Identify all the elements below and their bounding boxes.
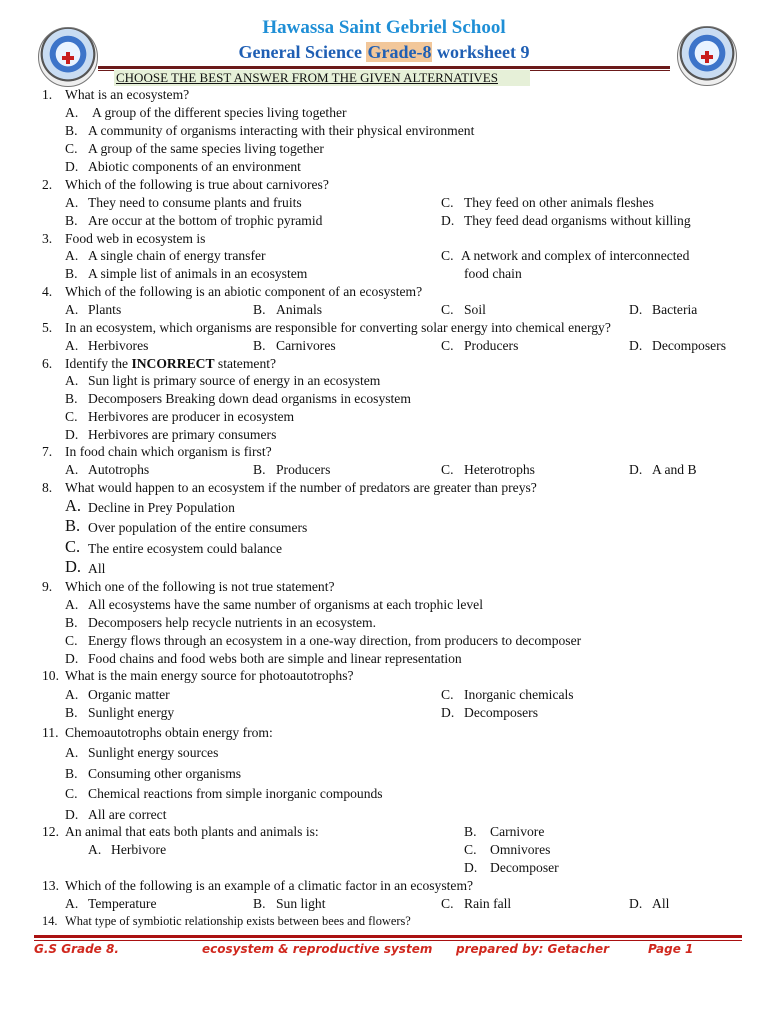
q10-option-a-letter: A. bbox=[65, 687, 79, 702]
q5-option-d-letter: D. bbox=[629, 338, 643, 353]
q12-option-b: Carnivore bbox=[490, 824, 545, 839]
q8-option-c: The entire ecosystem could balance bbox=[88, 541, 283, 556]
q8-number: 8. bbox=[42, 480, 53, 495]
footer-author: prepared by: Getacher bbox=[456, 942, 610, 956]
q12-text: An animal that eats both plants and animals is: bbox=[65, 824, 319, 839]
q2-option-a-letter: A. bbox=[65, 195, 79, 210]
q10-option-d-letter: D. bbox=[441, 705, 455, 720]
q8-option-a: Decline in Prey Population bbox=[88, 500, 235, 515]
q6-text-post: statement? bbox=[214, 356, 277, 371]
q9-option-b: Decomposers help recycle nutrients in an ecosystem. bbox=[88, 615, 377, 630]
q9-option-c-letter: C. bbox=[65, 633, 78, 648]
q4-option-d-letter: D. bbox=[629, 302, 643, 317]
q3-option-a: A single chain of energy transfer bbox=[88, 248, 266, 263]
q13-option-a-letter: A. bbox=[65, 896, 79, 911]
q11-option-b: Consuming other organisms bbox=[88, 766, 242, 781]
q8-option-d-letter: D. bbox=[65, 557, 82, 576]
q2-option-b-letter: B. bbox=[65, 213, 78, 228]
q2-option-a: They need to consume plants and fruits bbox=[88, 195, 302, 210]
q13-option-d: All bbox=[652, 896, 670, 911]
q4-option-a: Plants bbox=[88, 302, 122, 317]
q5-option-a: Herbivores bbox=[88, 338, 149, 353]
q13-option-b: Sun light bbox=[276, 896, 326, 911]
q11-option-a-letter: A. bbox=[65, 745, 79, 760]
q13-number: 13. bbox=[42, 878, 59, 893]
q1-number: 1. bbox=[42, 87, 53, 102]
q7-option-b-letter: B. bbox=[253, 462, 266, 477]
q11-number: 11. bbox=[42, 725, 59, 740]
q8-option-a-letter: A. bbox=[65, 496, 82, 515]
q13-text: Which of the following is an example of a climatic factor in an ecosystem? bbox=[65, 878, 474, 893]
q8-option-c-letter: C. bbox=[65, 537, 81, 556]
q10-text: What is the main energy source for photoautotrophs? bbox=[65, 668, 354, 683]
q7-text: In food chain which organism is first? bbox=[65, 444, 272, 459]
header-rule bbox=[98, 66, 670, 69]
q6-option-d: Herbivores are primary consumers bbox=[88, 427, 277, 442]
q5-number: 5. bbox=[42, 320, 53, 335]
q5-option-b-letter: B. bbox=[253, 338, 266, 353]
q8-text: What would happen to an ecosystem if the number of predators are greater than preys? bbox=[65, 480, 537, 495]
q3-option-c: A network and complex of interconnected bbox=[461, 248, 690, 263]
q11-text: Chemoautotrophs obtain energy from: bbox=[65, 725, 273, 740]
q2-option-d-letter: D. bbox=[441, 213, 455, 228]
worksheet-title bbox=[0, 42, 768, 63]
q7-option-d-letter: D. bbox=[629, 462, 643, 477]
school-title: Hawassa Saint Gebriel School bbox=[262, 17, 506, 38]
q1-option-c: A group of the same species living together bbox=[88, 141, 324, 156]
q3-option-c-letter: C. bbox=[441, 248, 454, 263]
q7-number: 7. bbox=[42, 444, 53, 459]
q4-option-c: Soil bbox=[464, 302, 486, 317]
q12-option-a-letter: A. bbox=[88, 842, 102, 857]
q9-option-b-letter: B. bbox=[65, 615, 78, 630]
q9-number: 9. bbox=[42, 579, 53, 594]
q1-option-a-letter: A. bbox=[65, 105, 79, 120]
q9-text: Which one of the following is not true statement? bbox=[65, 579, 335, 594]
q12-option-c-letter: C. bbox=[464, 842, 477, 857]
footer-rule-thin bbox=[34, 940, 742, 941]
q7-option-a: Autotrophs bbox=[88, 462, 150, 477]
q11-option-c-letter: C. bbox=[65, 786, 78, 801]
subject: General Science bbox=[238, 42, 362, 62]
q3-option-b: A simple list of animals in an ecosystem bbox=[88, 266, 308, 281]
q9-option-a: All ecosystems have the same number of organisms at each trophic level bbox=[88, 597, 483, 612]
q8-option-d: All bbox=[88, 561, 106, 576]
q7-option-d: A and B bbox=[652, 462, 697, 477]
q4-option-d: Bacteria bbox=[652, 302, 698, 317]
q14-text: What type of symbiotic relationship exists between bees and flowers? bbox=[65, 914, 411, 928]
q3-option-a-letter: A. bbox=[65, 248, 79, 263]
q3-option-b-letter: B. bbox=[65, 266, 78, 281]
q2-option-d: They feed dead organisms without killing bbox=[464, 213, 691, 228]
q4-option-a-letter: A. bbox=[65, 302, 79, 317]
q10-option-d: Decomposers bbox=[464, 705, 538, 720]
q12-option-a: Herbivore bbox=[111, 842, 167, 857]
q13-option-c-letter: C. bbox=[441, 896, 454, 911]
q6-option-b-letter: B. bbox=[65, 391, 78, 406]
worksheet-number: worksheet 9 bbox=[436, 42, 530, 62]
q4-option-b: Animals bbox=[276, 302, 323, 317]
q4-option-b-letter: B. bbox=[253, 302, 266, 317]
q6-option-a-letter: A. bbox=[65, 373, 79, 388]
q4-option-c-letter: C. bbox=[441, 302, 454, 317]
q1-option-b: A community of organisms interacting with their physical environment bbox=[88, 123, 475, 138]
q13-option-b-letter: B. bbox=[253, 896, 266, 911]
q12-option-b-letter: B. bbox=[464, 824, 477, 839]
q2-option-b: Are occur at the bottom of trophic pyramid bbox=[88, 213, 323, 228]
q6-option-c: Herbivores are producer in ecosystem bbox=[88, 409, 295, 424]
q7-option-a-letter: A. bbox=[65, 462, 79, 477]
q5-option-b: Carnivores bbox=[276, 338, 336, 353]
q12-number: 12. bbox=[42, 824, 59, 839]
q6-number: 6. bbox=[42, 356, 53, 371]
q5-text: In an ecosystem, which organisms are responsible for converting solar energy into chemical energy? bbox=[65, 320, 611, 335]
q9-option-d-letter: D. bbox=[65, 651, 79, 666]
q1-text: What is an ecosystem? bbox=[65, 87, 190, 102]
q13-option-a: Temperature bbox=[88, 896, 157, 911]
q12-option-d-letter: D. bbox=[464, 860, 478, 875]
q3-number: 3. bbox=[42, 231, 53, 246]
q10-option-c: Inorganic chemicals bbox=[464, 687, 574, 702]
q2-option-c: They feed on other animals fleshes bbox=[464, 195, 654, 210]
q4-text: Which of the following is an abiotic component of an ecosystem? bbox=[65, 284, 423, 299]
instructions: CHOOSE THE BEST ANSWER FROM THE GIVEN ALTERNATIVES bbox=[114, 70, 530, 86]
q11-option-b-letter: B. bbox=[65, 766, 78, 781]
q10-option-b: Sunlight energy bbox=[88, 705, 175, 720]
q10-option-a: Organic matter bbox=[88, 687, 170, 702]
q5-option-c: Producers bbox=[464, 338, 519, 353]
q1-option-c-letter: C. bbox=[65, 141, 78, 156]
footer-page: Page 1 bbox=[648, 942, 694, 956]
q12-option-d: Decomposer bbox=[490, 860, 559, 875]
q1-option-b-letter: B. bbox=[65, 123, 78, 138]
q6-option-b: Decomposers Breaking down dead organisms in ecosystem bbox=[88, 391, 411, 406]
grade-label: Grade-8 bbox=[367, 42, 432, 62]
q6-option-c-letter: C. bbox=[65, 409, 78, 424]
q5-option-c-letter: C. bbox=[441, 338, 454, 353]
q6-text bbox=[65, 355, 276, 372]
footer-topic: ecosystem & reproductive system bbox=[202, 942, 433, 956]
q7-option-c-letter: C. bbox=[441, 462, 454, 477]
footer-grade: G.S Grade 8. bbox=[34, 942, 119, 956]
q7-option-c: Heterotrophs bbox=[464, 462, 535, 477]
q1-option-d: Abiotic components of an environment bbox=[88, 159, 301, 174]
q1-option-d-letter: D. bbox=[65, 159, 79, 174]
q8-option-b-letter: B. bbox=[65, 516, 81, 535]
q11-option-d-letter: D. bbox=[65, 807, 79, 822]
q1-option-a: A group of the different species living together bbox=[92, 105, 347, 120]
q10-option-c-letter: C. bbox=[441, 687, 454, 702]
q5-option-d: Decomposers bbox=[652, 338, 726, 353]
footer-rule bbox=[34, 935, 742, 938]
q13-option-c: Rain fall bbox=[464, 896, 512, 911]
q9-option-a-letter: A. bbox=[65, 597, 79, 612]
q10-number: 10. bbox=[42, 668, 59, 683]
q11-option-d: All are correct bbox=[88, 807, 167, 822]
q6-text-emphasis: INCORRECT bbox=[131, 356, 215, 371]
q6-option-a: Sun light is primary source of energy in an ecosystem bbox=[88, 373, 381, 388]
q10-option-b-letter: B. bbox=[65, 705, 78, 720]
q3-option-c-cont: food chain bbox=[464, 266, 522, 281]
q12-option-c: Omnivores bbox=[490, 842, 551, 857]
q14-number: 14. bbox=[42, 914, 58, 928]
q2-number: 2. bbox=[42, 177, 53, 192]
q13-option-d-letter: D. bbox=[629, 896, 643, 911]
q6-text-pre: Identify the bbox=[65, 356, 132, 371]
q5-option-a-letter: A. bbox=[65, 338, 79, 353]
q6-option-d-letter: D. bbox=[65, 427, 79, 442]
q9-option-d: Food chains and food webs both are simple and linear representation bbox=[88, 651, 462, 666]
q7-option-b: Producers bbox=[276, 462, 331, 477]
q2-option-c-letter: C. bbox=[441, 195, 454, 210]
q9-option-c: Energy flows through an ecosystem in a one-way direction, from producers to decomposer bbox=[88, 633, 582, 648]
q8-option-b: Over population of the entire consumers bbox=[88, 520, 308, 535]
q3-text: Food web in ecosystem is bbox=[65, 231, 206, 246]
q4-number: 4. bbox=[42, 284, 53, 299]
q11-option-c: Chemical reactions from simple inorganic compounds bbox=[88, 786, 383, 801]
q11-option-a: Sunlight energy sources bbox=[88, 745, 219, 760]
q2-text: Which of the following is true about carnivores? bbox=[65, 177, 329, 192]
